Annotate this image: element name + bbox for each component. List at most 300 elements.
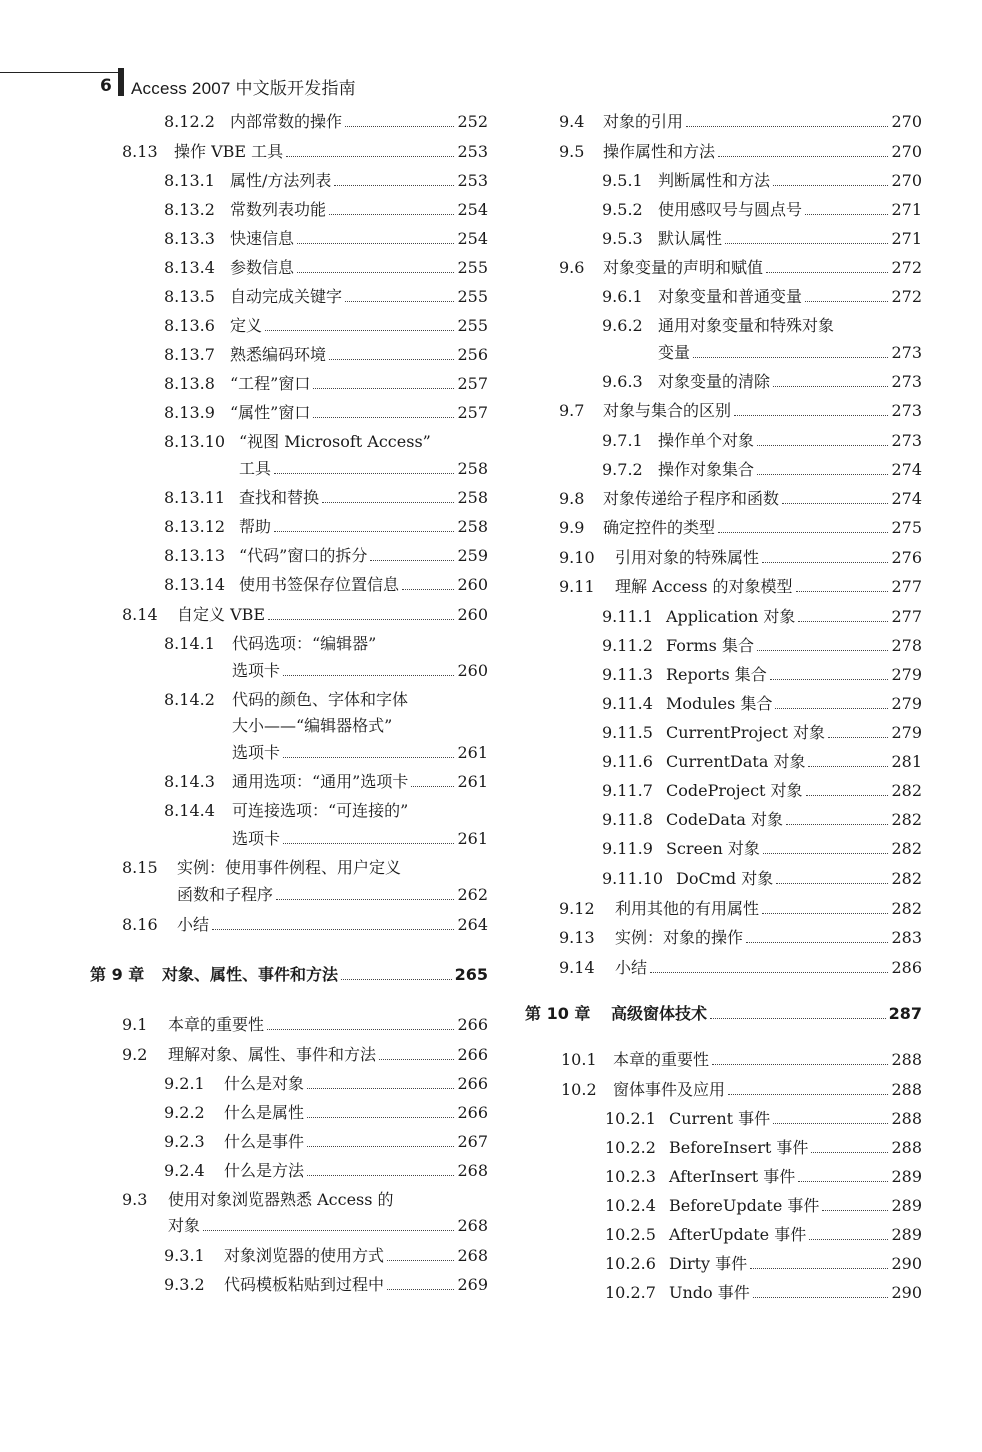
toc-entry-9-11 xyxy=(559,577,922,597)
page-number: 258 xyxy=(457,459,488,478)
toc-entry-8-13 xyxy=(122,142,488,162)
toc-entry-10-2-6 xyxy=(605,1254,922,1274)
section-number: 9.11.2 xyxy=(602,636,653,655)
dot-leader xyxy=(283,757,454,758)
toc-entry-9-11-4 xyxy=(602,694,922,714)
section-title: 常数列表功能 xyxy=(230,200,327,219)
page-number: 252 xyxy=(457,112,488,131)
toc-entry-8-14-2 xyxy=(164,690,408,710)
section-title: 本章的重要性 xyxy=(613,1050,710,1069)
header-bar xyxy=(118,68,124,96)
toc-entry-9-3-2 xyxy=(164,1275,488,1295)
section-title: DoCmd 对象 xyxy=(676,869,774,888)
page-number: 253 xyxy=(457,171,488,190)
dot-leader xyxy=(776,883,888,884)
page-number: 282 xyxy=(891,869,922,888)
dot-leader xyxy=(283,675,454,676)
toc-entry-9-6-2 xyxy=(602,316,834,336)
dot-leader xyxy=(757,650,888,651)
toc-entry-8-13-3 xyxy=(164,229,488,249)
toc-entry-9-2 xyxy=(122,1045,488,1065)
section-number: 10.2.1 xyxy=(605,1109,656,1128)
dot-leader xyxy=(276,899,454,900)
page-number: 273 xyxy=(891,401,922,420)
toc-entry-9-7-2 xyxy=(602,460,922,480)
toc-entry-8-14-4 xyxy=(164,801,408,821)
toc-entry-9-1 xyxy=(122,1015,488,1035)
section-title: Undo 事件 xyxy=(669,1283,750,1302)
toc-entry-9-8 xyxy=(559,489,922,509)
section-title: 内部常数的操作 xyxy=(230,112,343,131)
dot-leader xyxy=(370,560,454,561)
toc-entry-9-2-4 xyxy=(164,1161,488,1181)
section-number: 9.11.6 xyxy=(602,752,653,771)
page-number: 272 xyxy=(891,287,922,306)
section-title: 自动完成关键字 xyxy=(230,287,343,306)
toc-entry-8-13-4 xyxy=(164,258,488,278)
section-number: 8.14 xyxy=(122,605,158,624)
section-number: 9.10 xyxy=(559,548,595,567)
section-title: 对象变量的声明和赋值 xyxy=(603,258,764,277)
dot-leader xyxy=(322,502,454,503)
section-title: 对象变量的清除 xyxy=(658,372,771,391)
section-number: 第 9 章 xyxy=(90,965,145,984)
header-rule xyxy=(0,72,118,73)
section-number: 9.4 xyxy=(559,112,585,131)
dot-leader xyxy=(203,1230,454,1231)
page-number: 279 xyxy=(891,665,922,684)
page-number: 259 xyxy=(457,546,488,565)
dot-leader xyxy=(693,357,888,358)
page-number: 289 xyxy=(891,1196,922,1215)
page-number: 290 xyxy=(891,1283,922,1302)
section-title: Screen 对象 xyxy=(666,839,760,858)
section-number: 9.11.10 xyxy=(602,869,664,888)
dot-leader xyxy=(762,562,888,563)
dot-leader xyxy=(283,843,454,844)
page-number: 257 xyxy=(457,403,488,422)
section-number: 9.6.1 xyxy=(602,287,643,306)
section-number: 9.3.2 xyxy=(164,1275,205,1294)
section-title: 工具 xyxy=(239,459,272,478)
toc-entry-9-11-2 xyxy=(602,636,922,656)
section-number: 9.7 xyxy=(559,401,585,420)
section-title: 代码的颜色、字体和字体 xyxy=(232,690,409,709)
dot-leader xyxy=(770,679,889,680)
dot-leader xyxy=(274,473,454,474)
section-title: 高级窗体技术 xyxy=(611,1004,708,1023)
dot-leader xyxy=(341,979,452,980)
page-number: 260 xyxy=(457,661,488,680)
dot-leader xyxy=(728,1094,888,1095)
section-title: CurrentData 对象 xyxy=(666,752,806,771)
section-number: 8.13.8 xyxy=(164,374,215,393)
toc-entry-continuation xyxy=(164,829,488,849)
section-title: 选项卡 xyxy=(232,743,281,762)
section-number: 9.11.1 xyxy=(602,607,653,626)
section-number: 9.11.7 xyxy=(602,781,653,800)
toc-entry-9-11-5 xyxy=(602,723,922,743)
toc-entry-9-10 xyxy=(559,548,922,568)
section-title: CodeProject 对象 xyxy=(666,781,803,800)
section-number: 9.11.4 xyxy=(602,694,653,713)
section-number: 9.2.4 xyxy=(164,1161,205,1180)
dot-leader xyxy=(763,853,889,854)
page-number: 256 xyxy=(457,345,488,364)
section-title: 变量 xyxy=(658,343,691,362)
page-number: 282 xyxy=(891,839,922,858)
dot-leader xyxy=(712,1064,888,1065)
section-title: 对象 xyxy=(168,1216,201,1235)
section-number: 10.2.2 xyxy=(605,1138,656,1157)
section-number: 8.14.4 xyxy=(164,801,215,820)
page-number: 287 xyxy=(888,1004,922,1023)
dot-leader xyxy=(734,415,888,416)
chapter-entry xyxy=(525,1004,922,1024)
section-number: 9.7.2 xyxy=(602,460,643,479)
toc-entry-10-2-1 xyxy=(605,1109,922,1129)
dot-leader xyxy=(686,126,888,127)
toc-entry-continuation xyxy=(164,459,488,479)
section-number: 9.5.2 xyxy=(602,200,643,219)
section-title: 引用对象的特殊属性 xyxy=(615,548,760,567)
toc-entry-8-13-6 xyxy=(164,316,488,336)
section-number: 10.2.5 xyxy=(605,1225,656,1244)
section-number: 8.12.2 xyxy=(164,112,215,131)
dot-leader xyxy=(718,156,888,157)
section-title: Forms 集合 xyxy=(666,636,754,655)
toc-entry-8-13-9 xyxy=(164,403,488,423)
dot-leader xyxy=(307,1117,454,1118)
toc-entry-8-13-10 xyxy=(164,432,431,452)
dot-leader xyxy=(265,330,454,331)
page-number: 270 xyxy=(891,171,922,190)
toc-entry-9-4 xyxy=(559,112,922,132)
section-title: 操作对象集合 xyxy=(658,460,755,479)
toc-entry-9-5-1 xyxy=(602,171,922,191)
section-title: Dirty 事件 xyxy=(669,1254,748,1273)
section-number: 8.13.13 xyxy=(164,546,226,565)
page-number: 270 xyxy=(891,142,922,161)
page-number: 262 xyxy=(457,885,488,904)
section-title: 什么是方法 xyxy=(224,1161,305,1180)
section-number: 9.11.8 xyxy=(602,810,653,829)
section-title: 对象浏览器的使用方式 xyxy=(224,1246,385,1265)
section-title: 确定控件的类型 xyxy=(603,518,716,537)
dot-leader xyxy=(387,1289,454,1290)
page-number: 269 xyxy=(457,1275,488,1294)
section-title: 使用书签保存位置信息 xyxy=(239,575,400,594)
page-number: 288 xyxy=(891,1109,922,1128)
page-number: 258 xyxy=(457,517,488,536)
dot-leader xyxy=(329,214,454,215)
section-title: 操作单个对象 xyxy=(658,431,755,450)
toc-entry-9-9 xyxy=(559,518,922,538)
toc-entry-10-2 xyxy=(561,1080,922,1100)
page-number: 288 xyxy=(891,1080,922,1099)
dot-leader xyxy=(286,156,454,157)
section-title: “属性”窗口 xyxy=(230,403,311,422)
page-number: 288 xyxy=(891,1050,922,1069)
page-number: 282 xyxy=(891,781,922,800)
section-number: 10.2.7 xyxy=(605,1283,656,1302)
section-title: 什么是属性 xyxy=(224,1103,305,1122)
dot-leader xyxy=(313,417,454,418)
dot-leader xyxy=(753,1297,889,1298)
dot-leader xyxy=(762,913,888,914)
page-number: 273 xyxy=(891,431,922,450)
page-number: 255 xyxy=(457,316,488,335)
section-title: 利用其他的有用属性 xyxy=(615,899,760,918)
dot-leader xyxy=(297,243,454,244)
dot-leader xyxy=(811,1152,888,1153)
section-title: 操作 VBE 工具 xyxy=(174,142,284,161)
page-number: 282 xyxy=(891,810,922,829)
page-number: 279 xyxy=(891,694,922,713)
section-title: 快速信息 xyxy=(230,229,295,248)
page-number: 266 xyxy=(457,1074,488,1093)
section-title: Reports 集合 xyxy=(666,665,767,684)
section-number: 9.8 xyxy=(559,489,585,508)
section-number: 9.3.1 xyxy=(164,1246,205,1265)
toc-entry-8-13-13 xyxy=(164,546,488,566)
section-title: 代码选项：“编辑器” xyxy=(232,634,377,653)
toc-entry-10-1 xyxy=(561,1050,922,1070)
dot-leader xyxy=(297,272,454,273)
section-number: 8.13.6 xyxy=(164,316,215,335)
toc-entry-9-11-9 xyxy=(602,839,922,859)
section-title: Current 事件 xyxy=(669,1109,771,1128)
toc-entry-9-3 xyxy=(122,1190,394,1210)
dot-leader xyxy=(387,1260,454,1261)
toc-entry-8-13-12 xyxy=(164,517,488,537)
toc-entry-9-11-1 xyxy=(602,607,922,627)
section-number: 8.13.10 xyxy=(164,432,226,451)
section-title: 函数和子程序 xyxy=(177,885,274,904)
dot-leader xyxy=(718,532,888,533)
page-number: 266 xyxy=(457,1045,488,1064)
book-title: Access 2007 中文版开发指南 xyxy=(131,79,356,98)
section-number: 9.6.3 xyxy=(602,372,643,391)
page-number: 277 xyxy=(891,577,922,596)
section-number: 10.2 xyxy=(561,1080,597,1099)
section-number: 9.2.1 xyxy=(164,1074,205,1093)
dot-leader xyxy=(750,1268,888,1269)
section-title: 对象、属性、事件和方法 xyxy=(162,965,339,984)
section-number: 8.13.9 xyxy=(164,403,215,422)
page-number: 271 xyxy=(891,229,922,248)
section-title: “工程”窗口 xyxy=(230,374,311,393)
dot-leader xyxy=(307,1146,454,1147)
page-number: 282 xyxy=(891,899,922,918)
section-title: “代码”窗口的拆分 xyxy=(239,546,368,565)
toc-entry-8-13-5 xyxy=(164,287,488,307)
page-number: 273 xyxy=(891,343,922,362)
section-title: 选项卡 xyxy=(232,661,281,680)
page-number: 274 xyxy=(891,489,922,508)
section-title: 判断属性和方法 xyxy=(658,171,771,190)
dot-leader xyxy=(808,766,888,767)
dot-leader xyxy=(274,531,454,532)
page-number: 273 xyxy=(891,372,922,391)
dot-leader xyxy=(710,1018,886,1019)
toc-entry-continuation xyxy=(122,885,488,905)
section-number: 9.7.1 xyxy=(602,431,643,450)
page-number: 271 xyxy=(891,200,922,219)
page-number: 276 xyxy=(891,548,922,567)
page-number: 289 xyxy=(891,1225,922,1244)
dot-leader xyxy=(402,589,454,590)
section-title: 通用对象变量和特殊对象 xyxy=(658,316,835,335)
toc-entry-9-7 xyxy=(559,401,922,421)
dot-leader xyxy=(345,301,454,302)
section-number: 8.14.1 xyxy=(164,634,215,653)
section-number: 9.2.2 xyxy=(164,1103,205,1122)
toc-entry-9-5-2 xyxy=(602,200,922,220)
toc-entry-8-14-1 xyxy=(164,634,376,654)
toc-entry-continuation xyxy=(164,743,488,763)
section-number: 8.13.5 xyxy=(164,287,215,306)
toc-entry-8-13-11 xyxy=(164,488,488,508)
section-title: BeforeInsert 事件 xyxy=(669,1138,809,1157)
toc-entry-9-12 xyxy=(559,899,922,919)
page-number: 277 xyxy=(891,607,922,626)
dot-leader xyxy=(757,445,888,446)
section-number: 9.9 xyxy=(559,518,585,537)
section-title: AfterInsert 事件 xyxy=(669,1167,796,1186)
toc-entry-9-6-1 xyxy=(602,287,922,307)
section-title: 属性/方法列表 xyxy=(230,171,332,190)
toc-entry-9-3-1 xyxy=(164,1246,488,1266)
section-number: 9.1 xyxy=(122,1015,148,1034)
page-number: 286 xyxy=(891,958,922,977)
page-header xyxy=(0,62,560,98)
section-number: 9.5.1 xyxy=(602,171,643,190)
section-title: Application 对象 xyxy=(666,607,796,626)
section-title: 通用选项：“通用”选项卡 xyxy=(232,772,409,791)
page-number: 283 xyxy=(891,928,922,947)
section-title: 默认属性 xyxy=(658,229,723,248)
section-title: 熟悉编码环境 xyxy=(230,345,327,364)
toc-entry-9-2-1 xyxy=(164,1074,488,1094)
section-number: 8.13.4 xyxy=(164,258,215,277)
section-title: 操作属性和方法 xyxy=(603,142,716,161)
dot-leader xyxy=(212,929,454,930)
page-number: 265 xyxy=(454,965,488,984)
section-title: 实例：对象的操作 xyxy=(615,928,744,947)
dot-leader xyxy=(773,185,888,186)
section-title: 对象传递给子程序和函数 xyxy=(603,489,780,508)
section-number: 9.11 xyxy=(559,577,595,596)
toc-entry-9-11-7 xyxy=(602,781,922,801)
toc-entry-9-6 xyxy=(559,258,922,278)
section-number: 8.14.2 xyxy=(164,690,215,709)
page-number: 255 xyxy=(457,287,488,306)
toc-entry-9-2-2 xyxy=(164,1103,488,1123)
page-number: 288 xyxy=(891,1138,922,1157)
toc-entry-9-13 xyxy=(559,928,922,948)
toc-entry-continuation xyxy=(602,343,922,363)
dot-leader xyxy=(775,708,888,709)
section-title: BeforeUpdate 事件 xyxy=(669,1196,820,1215)
dot-leader xyxy=(805,301,888,302)
section-title: 可连接选项：“可连接的” xyxy=(232,801,409,820)
section-number: 8.13.7 xyxy=(164,345,215,364)
page-number: 272 xyxy=(891,258,922,277)
section-title: CodeData 对象 xyxy=(666,810,784,829)
page-number: 281 xyxy=(891,752,922,771)
toc-entry-9-6-3 xyxy=(602,372,922,392)
section-number: 9.12 xyxy=(559,899,595,918)
page-number: 275 xyxy=(891,518,922,537)
section-number: 8.16 xyxy=(122,915,158,934)
page-number: 258 xyxy=(457,488,488,507)
section-title: 什么是对象 xyxy=(224,1074,305,1093)
page-number: 266 xyxy=(457,1015,488,1034)
dot-leader xyxy=(796,591,889,592)
dot-leader xyxy=(313,388,454,389)
page-number: 261 xyxy=(457,743,488,762)
dot-leader xyxy=(379,1059,454,1060)
section-title: 帮助 xyxy=(239,517,272,536)
page-number: 253 xyxy=(457,142,488,161)
section-title: 小结 xyxy=(615,958,648,977)
dot-leader xyxy=(805,214,888,215)
page-number: 268 xyxy=(457,1246,488,1265)
section-number: 8.13.3 xyxy=(164,229,215,248)
dot-leader xyxy=(766,272,888,273)
section-title: 使用对象浏览器熟悉 Access 的 xyxy=(168,1190,394,1209)
toc-entry-9-11-8 xyxy=(602,810,922,830)
toc-entry-continuation xyxy=(164,716,392,736)
section-number: 9.14 xyxy=(559,958,595,977)
section-number: 8.14.3 xyxy=(164,772,215,791)
dot-leader xyxy=(411,786,454,787)
section-title: 理解对象、属性、事件和方法 xyxy=(168,1045,377,1064)
dot-leader xyxy=(786,824,888,825)
dot-leader xyxy=(773,1123,888,1124)
section-number: 8.13.11 xyxy=(164,488,226,507)
section-title: 窗体事件及应用 xyxy=(613,1080,726,1099)
toc-entry-8-16 xyxy=(122,915,488,935)
section-number: 9.5.3 xyxy=(602,229,643,248)
section-title: 自定义 VBE xyxy=(177,605,266,624)
page-number: 260 xyxy=(457,605,488,624)
toc-entry-10-2-2 xyxy=(605,1138,922,1158)
toc-entry-10-2-3 xyxy=(605,1167,922,1187)
section-number: 9.6.2 xyxy=(602,316,643,335)
dot-leader xyxy=(329,359,454,360)
section-title: Modules 集合 xyxy=(666,694,773,713)
dot-leader xyxy=(773,386,888,387)
page-number: 261 xyxy=(457,829,488,848)
page-number: 260 xyxy=(457,575,488,594)
section-title: 理解 Access 的对象模型 xyxy=(615,577,793,596)
dot-leader xyxy=(809,1239,888,1240)
dot-leader xyxy=(334,185,454,186)
dot-leader xyxy=(757,474,888,475)
section-title: 对象变量和普通变量 xyxy=(658,287,803,306)
section-number: 9.2 xyxy=(122,1045,148,1064)
section-title: 选项卡 xyxy=(232,829,281,848)
section-number: 9.11.3 xyxy=(602,665,653,684)
dot-leader xyxy=(806,795,889,796)
toc-entry-8-13-1 xyxy=(164,171,488,191)
dot-leader xyxy=(746,942,888,943)
section-number: 9.13 xyxy=(559,928,595,947)
toc-entry-9-7-1 xyxy=(602,431,922,451)
toc-entry-10-2-7 xyxy=(605,1283,922,1303)
